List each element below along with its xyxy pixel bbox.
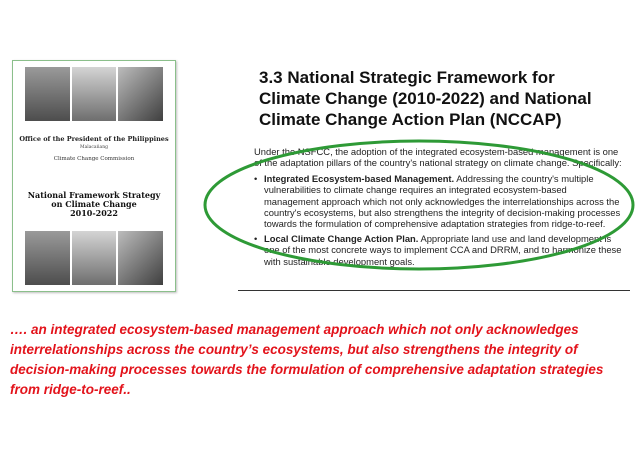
highlight-ellipse bbox=[200, 135, 638, 275]
cover-photo bbox=[25, 67, 70, 121]
cover-commission: Climate Change Commission bbox=[53, 156, 135, 162]
bullet-lead: Local Climate Change Action Plan. bbox=[264, 232, 419, 244]
cover-title-line: National Framework Strategy bbox=[27, 190, 161, 200]
cover-title-line: on Climate Change bbox=[51, 199, 137, 209]
cover-photo bbox=[118, 231, 163, 285]
cover-photo-strip-top bbox=[25, 67, 163, 121]
cover-photo bbox=[72, 231, 117, 285]
cover-photo-strip-bottom bbox=[25, 231, 163, 285]
cover-photo bbox=[72, 67, 117, 121]
bullet-text: Addressing the country's multiple vulnerabilities to climate change requires an integrated ecosystem-based management approach which not only acknowledges the interrelationships across the country's ecosystems, but also strengthens the integrity of decision-making processes towards the formulation of comprehensive adaptation strategies from ridge-to-reef. bbox=[264, 172, 621, 230]
bullet-text: Appropriate land use and land development is one of the most concrete ways to implement CCA and DRRM, and to harmonize these with sustainable development goals. bbox=[264, 232, 622, 267]
excerpt-intro: Under the NSFCC, the adoption of the integrated ecosystem-based management is one of the adaptation pillars of the country's national strategy on climate change. Specifically: bbox=[254, 146, 622, 169]
bullet-lead: Integrated Ecosystem-based Management. bbox=[264, 172, 455, 184]
report-cover bbox=[12, 60, 176, 292]
cover-title bbox=[17, 191, 171, 218]
cover-photo bbox=[118, 67, 163, 121]
excerpt-cutoff-rule bbox=[238, 290, 630, 291]
cover-city: Malacañang bbox=[80, 145, 108, 150]
cover-office: Office of the President of the Philippines bbox=[19, 135, 169, 143]
section-title: 3.3 National Strategic Framework for Climate Change (2010-2022) and National Climate Change Action Plan (NCCAP) bbox=[259, 68, 592, 129]
cover-photo bbox=[25, 231, 70, 285]
highlighted-quote: …. an integrated ecosystem-based management approach which not only acknowledges interrelationships across the country’s ecosystems, but also strengthens the integrity of decision-making processes towards the formulation of comprehensive adaptation strategies from ridge-to-reef.. bbox=[10, 322, 604, 397]
cover-title-line: 2010-2022 bbox=[70, 208, 118, 218]
